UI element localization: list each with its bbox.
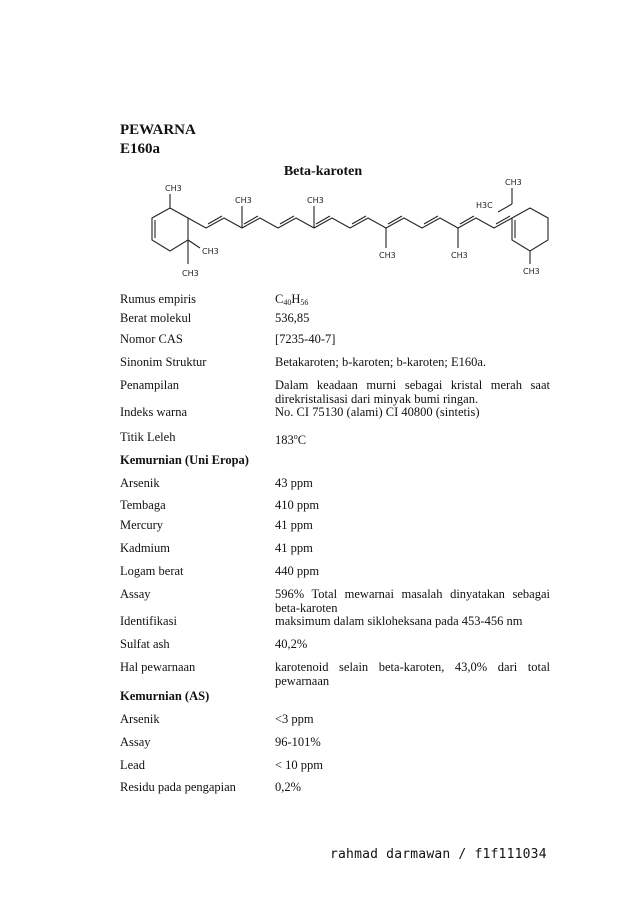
row-label: Indeks warna: [120, 405, 187, 419]
methyl-label: H3C: [476, 201, 493, 210]
e-number-code: E160a: [120, 141, 161, 157]
methyl-label: CH3: [505, 178, 522, 187]
row-label: Kadmium: [120, 541, 170, 555]
row-value: [7235-40-7]: [275, 332, 336, 346]
row-value: 0,2%: [275, 780, 302, 794]
row-label: Arsenik: [120, 476, 160, 490]
row-label: Mercury: [120, 518, 164, 532]
row-value: < 10 ppm: [275, 758, 324, 772]
methyl-label: CH3: [451, 251, 468, 260]
row-label: Logam berat: [120, 564, 184, 578]
row-label: Hal pewarnaan: [120, 660, 196, 674]
row-value: Dalam keadaan murni sebagai kristal merah saat direkristalisasi dari minyak bumi ringan.: [275, 378, 550, 406]
compound-name: Beta-karoten: [283, 164, 363, 179]
row-value: <3 ppm: [275, 712, 314, 726]
row-value: 41 ppm: [275, 541, 313, 555]
row-value: 536,85: [275, 311, 310, 325]
section-heading-us: Kemurnian (AS): [120, 689, 210, 703]
melting-value: 183$^o$C: [275, 432, 307, 447]
row-label: Sulfat ash: [120, 637, 170, 651]
row-value: 410 ppm: [275, 498, 320, 512]
row-value: 596% Total mewarnai masalah dinyatakan sebagai beta-karoten: [275, 587, 550, 615]
row-label: Assay: [120, 735, 151, 749]
row-label: Residu pada pengapian: [120, 780, 236, 794]
row-label: Nomor CAS: [120, 332, 183, 346]
row-value: 96-101%: [275, 735, 321, 749]
methyl-label: CH3: [182, 269, 199, 278]
methyl-label: CH3: [235, 196, 252, 205]
beta-carotene-structure-image: [140, 176, 560, 282]
methyl-label: CH3: [523, 267, 540, 276]
row-value: karotenoid selain beta-karoten, 43,0% dari total pewarnaan: [275, 660, 550, 688]
row-label: Berat molekul: [120, 311, 192, 325]
row-value: 41 ppm: [275, 518, 313, 532]
row-label: Penampilan: [120, 378, 180, 392]
section-heading-eu: Kemurnian (Uni Eropa): [120, 453, 249, 467]
row-label: Sinonim Struktur: [120, 355, 207, 369]
row-value: Betakaroten; b-karoten; b-karoten; E160a.: [275, 355, 487, 369]
methyl-label: CH3: [379, 251, 396, 260]
row-label: Titik Leleh: [120, 430, 176, 444]
methyl-label: CH3: [165, 184, 182, 193]
author-footer: rahmad darmawan / f1f111034: [330, 847, 547, 862]
methyl-label: CH3: [307, 196, 324, 205]
row-label: Identifikasi: [120, 614, 177, 628]
row-label: Tembaga: [120, 498, 166, 512]
row-value: maksimum dalam sikloheksana pada 453-456 nm: [275, 614, 523, 628]
category-title: PEWARNA: [120, 122, 196, 138]
row-label: Lead: [120, 758, 145, 772]
methyl-label: CH3: [202, 247, 219, 256]
row-value: No. CI 75130 (alami) CI 40800 (sintetis): [275, 405, 480, 419]
row-label: Assay: [120, 587, 151, 601]
formula-value: $C_{40}H_{56}$: [275, 292, 309, 307]
row-label: Rumus empiris: [120, 292, 197, 306]
row-value: 43 ppm: [275, 476, 313, 490]
row-label: Arsenik: [120, 712, 160, 726]
row-value: 440 ppm: [275, 564, 320, 578]
row-value: 40,2%: [275, 637, 308, 651]
